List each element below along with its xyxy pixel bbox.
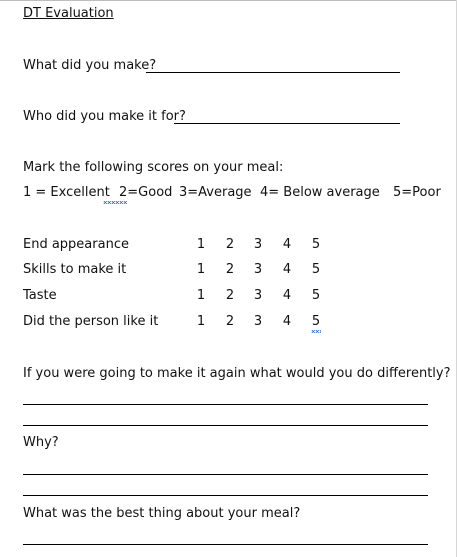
score-1[interactable]: 1 bbox=[196, 237, 206, 252]
score-4[interactable]: 4 bbox=[282, 288, 292, 303]
answer-line-best-thing[interactable] bbox=[23, 544, 428, 545]
spellcheck-underline bbox=[103, 201, 127, 204]
answer-line-what-made[interactable] bbox=[146, 72, 400, 73]
score-1[interactable]: 1 bbox=[196, 288, 206, 303]
score-5[interactable]: 5 bbox=[311, 262, 321, 277]
page-title: DT Evaluation bbox=[23, 6, 114, 21]
page-top-border bbox=[0, 0, 457, 1]
criterion-end-appearance: End appearance bbox=[23, 237, 129, 252]
question-differently: If you were going to make it again what would you do differently? bbox=[23, 366, 451, 381]
score-5[interactable]: 5 bbox=[311, 288, 321, 303]
score-1[interactable]: 1 bbox=[196, 314, 206, 329]
criterion-skills: Skills to make it bbox=[23, 262, 127, 277]
question-best-thing: What was the best thing about your meal? bbox=[23, 506, 301, 521]
question-what-made: What did you make? bbox=[23, 58, 157, 73]
score-3[interactable]: 3 bbox=[253, 288, 263, 303]
answer-line-made-for[interactable] bbox=[174, 123, 400, 124]
mark-instruction: Mark the following scores on your meal: bbox=[23, 160, 284, 175]
score-2[interactable]: 2 bbox=[225, 288, 235, 303]
answer-line-why-1[interactable] bbox=[23, 474, 428, 475]
criterion-taste: Taste bbox=[23, 288, 57, 303]
score-2[interactable]: 2 bbox=[225, 262, 235, 277]
answer-line-why-2[interactable] bbox=[23, 495, 428, 496]
answer-line-differently-1[interactable] bbox=[23, 404, 428, 405]
score-4[interactable]: 4 bbox=[282, 237, 292, 252]
score-3[interactable]: 3 bbox=[253, 262, 263, 277]
score-5[interactable]: 5 bbox=[311, 314, 321, 329]
score-3[interactable]: 3 bbox=[253, 237, 263, 252]
score-4[interactable]: 4 bbox=[282, 314, 292, 329]
scale-average: 3=Average bbox=[179, 185, 252, 200]
score-5[interactable]: 5 bbox=[311, 237, 321, 252]
scale-excellent: 1 = Excellent bbox=[23, 185, 110, 200]
score-4[interactable]: 4 bbox=[282, 262, 292, 277]
criterion-person-like: Did the person like it bbox=[23, 314, 159, 329]
score-2[interactable]: 2 bbox=[225, 237, 235, 252]
score-3[interactable]: 3 bbox=[253, 314, 263, 329]
spellcheck-underline bbox=[311, 330, 321, 333]
question-why: Why? bbox=[23, 435, 59, 450]
question-made-for: Who did you make it for? bbox=[23, 109, 186, 124]
scale-good: 2=Good bbox=[119, 185, 173, 200]
scale-below-average: 4= Below average bbox=[260, 185, 380, 200]
scale-poor: 5=Poor bbox=[393, 185, 441, 200]
score-1[interactable]: 1 bbox=[196, 262, 206, 277]
score-2[interactable]: 2 bbox=[225, 314, 235, 329]
answer-line-differently-2[interactable] bbox=[23, 425, 428, 426]
